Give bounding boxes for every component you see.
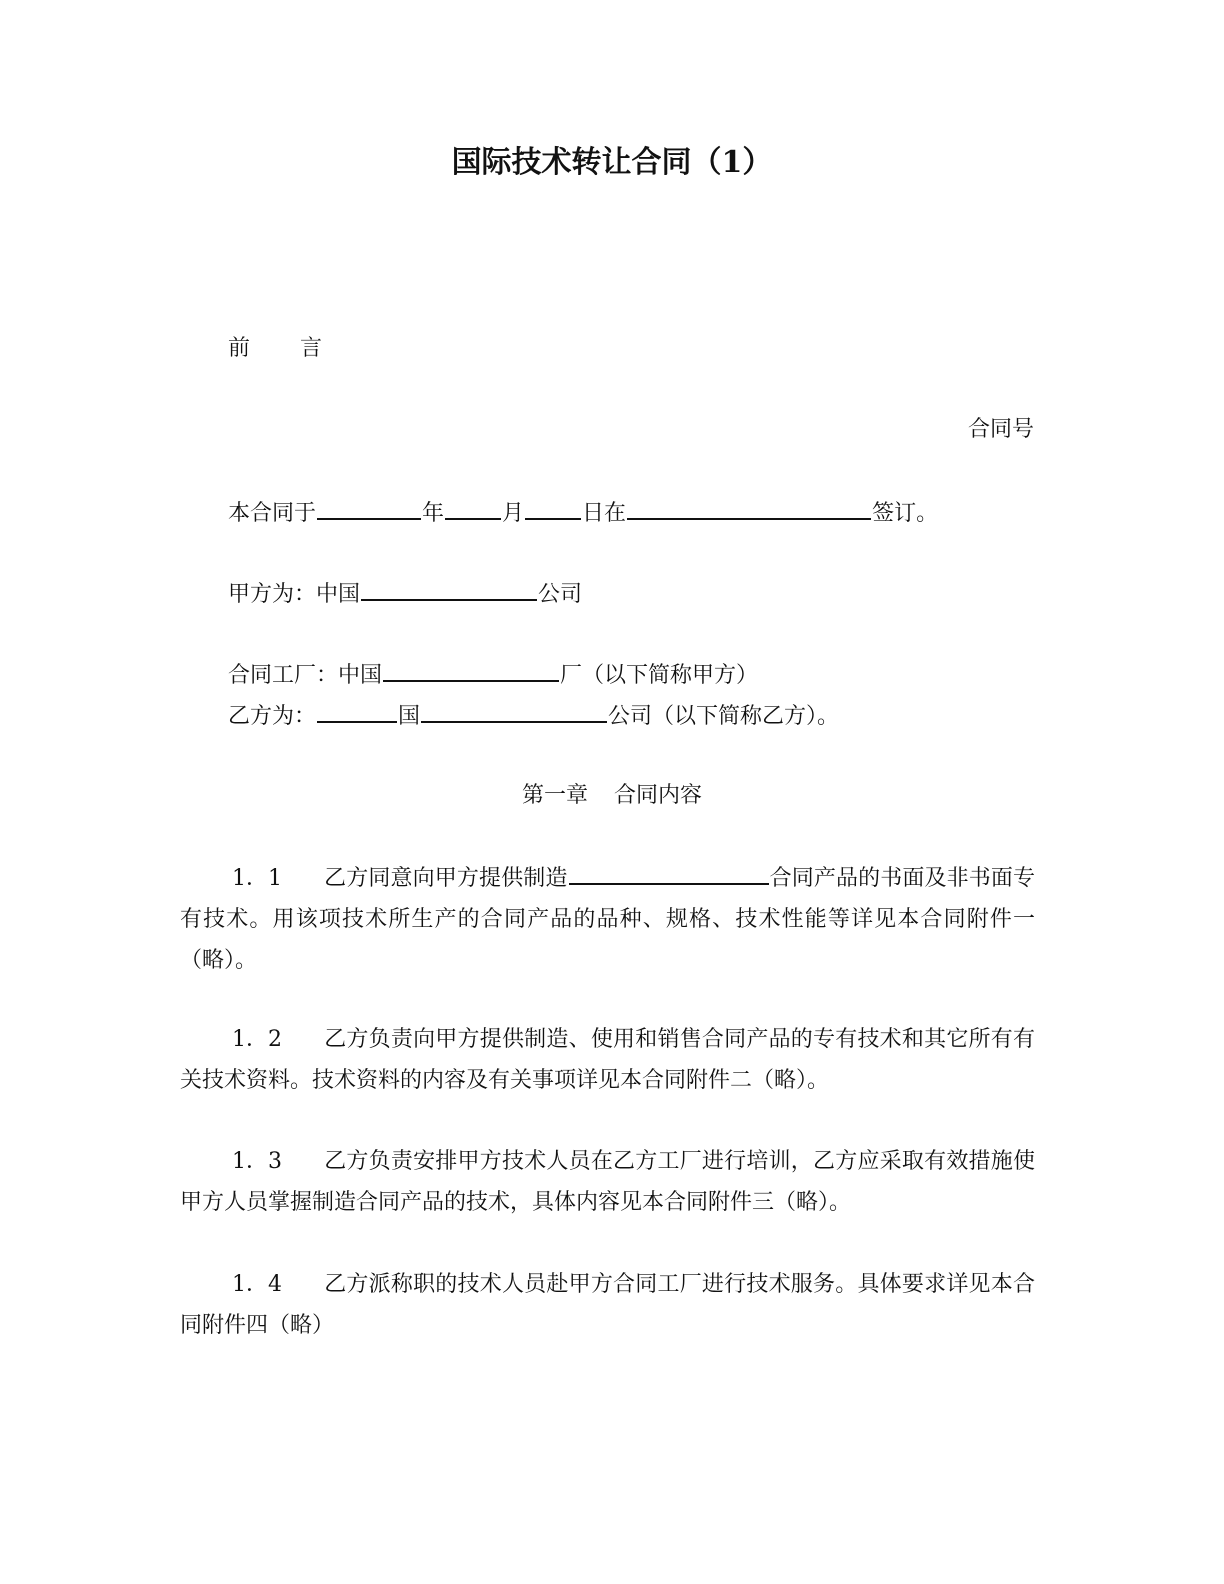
preface-left: 前 <box>228 336 251 361</box>
clause-number: 1．1 <box>232 866 282 891</box>
clause-number: 1．4 <box>232 1272 282 1297</box>
party-a-text-2: 公司 <box>538 582 583 607</box>
clause-text-after: 合同产品的书面及非书面专有技术。用该项技术所生产的合同产品的品种、规格、技术性能等详见本合同附件一（略）。 <box>180 866 1035 973</box>
party-b-text-3: 公司（以下简称乙方）。 <box>608 704 840 729</box>
clause-text-before: 乙方同意向甲方提供制造 <box>324 866 568 891</box>
clause-number: 1．2 <box>232 1027 282 1052</box>
year-blank[interactable] <box>317 496 421 520</box>
signing-text-5: 签订。 <box>872 501 939 526</box>
party-a-line <box>228 577 582 610</box>
clause-1-2 <box>180 1019 1035 1101</box>
party-b-country-blank[interactable] <box>317 699 397 723</box>
preface-heading <box>228 334 322 364</box>
product-blank[interactable] <box>569 861 769 885</box>
signing-line <box>228 496 938 529</box>
chapter-number: 第一章 <box>521 783 588 808</box>
document-title: 国际技术转让合同（1） <box>451 145 773 180</box>
clause-text: 乙方派称职的技术人员赴甲方合同工厂进行技术服务。具体要求详见本合同附件四（略） <box>180 1272 1035 1338</box>
signing-text-3: 月 <box>502 501 525 526</box>
preface-right: 言 <box>300 336 323 361</box>
party-b-text-1: 乙方为： <box>228 704 317 729</box>
clause-1-1 <box>180 858 1035 981</box>
factory-line <box>228 658 758 691</box>
clause-1-4 <box>180 1264 1035 1346</box>
signing-text-1: 本合同于 <box>228 501 317 526</box>
place-blank[interactable] <box>627 496 871 520</box>
clause-text: 乙方负责向甲方提供制造、使用和销售合同产品的专有技术和其它所有有关技术资料。技术资料的内容及有关事项详见本合同附件二（略）。 <box>180 1027 1035 1093</box>
party-b-text-2: 国 <box>398 704 421 729</box>
signing-text-2: 年 <box>422 501 445 526</box>
day-blank[interactable] <box>525 496 581 520</box>
party-a-text-1: 甲方为：中国 <box>228 582 361 607</box>
chapter-name: 合同内容 <box>614 783 703 808</box>
party-b-company-blank[interactable] <box>421 699 607 723</box>
party-a-company-blank[interactable] <box>361 577 537 601</box>
clause-number: 1．3 <box>232 1149 282 1174</box>
contract-number-label: 合同号 <box>967 417 1034 442</box>
chapter-heading <box>0 781 1224 811</box>
clause-text: 乙方负责安排甲方技术人员在乙方工厂进行培训，乙方应采取有效措施使甲方人员掌握制造合同产品的技术，具体内容见本合同附件三（略）。 <box>180 1149 1035 1215</box>
factory-text-2: 厂（以下简称甲方） <box>560 663 759 688</box>
party-b-line <box>228 699 839 732</box>
clause-1-3 <box>180 1141 1035 1223</box>
signing-text-4: 日在 <box>582 501 627 526</box>
month-blank[interactable] <box>445 496 501 520</box>
factory-name-blank[interactable] <box>383 658 559 682</box>
factory-text-1: 合同工厂：中国 <box>228 663 383 688</box>
